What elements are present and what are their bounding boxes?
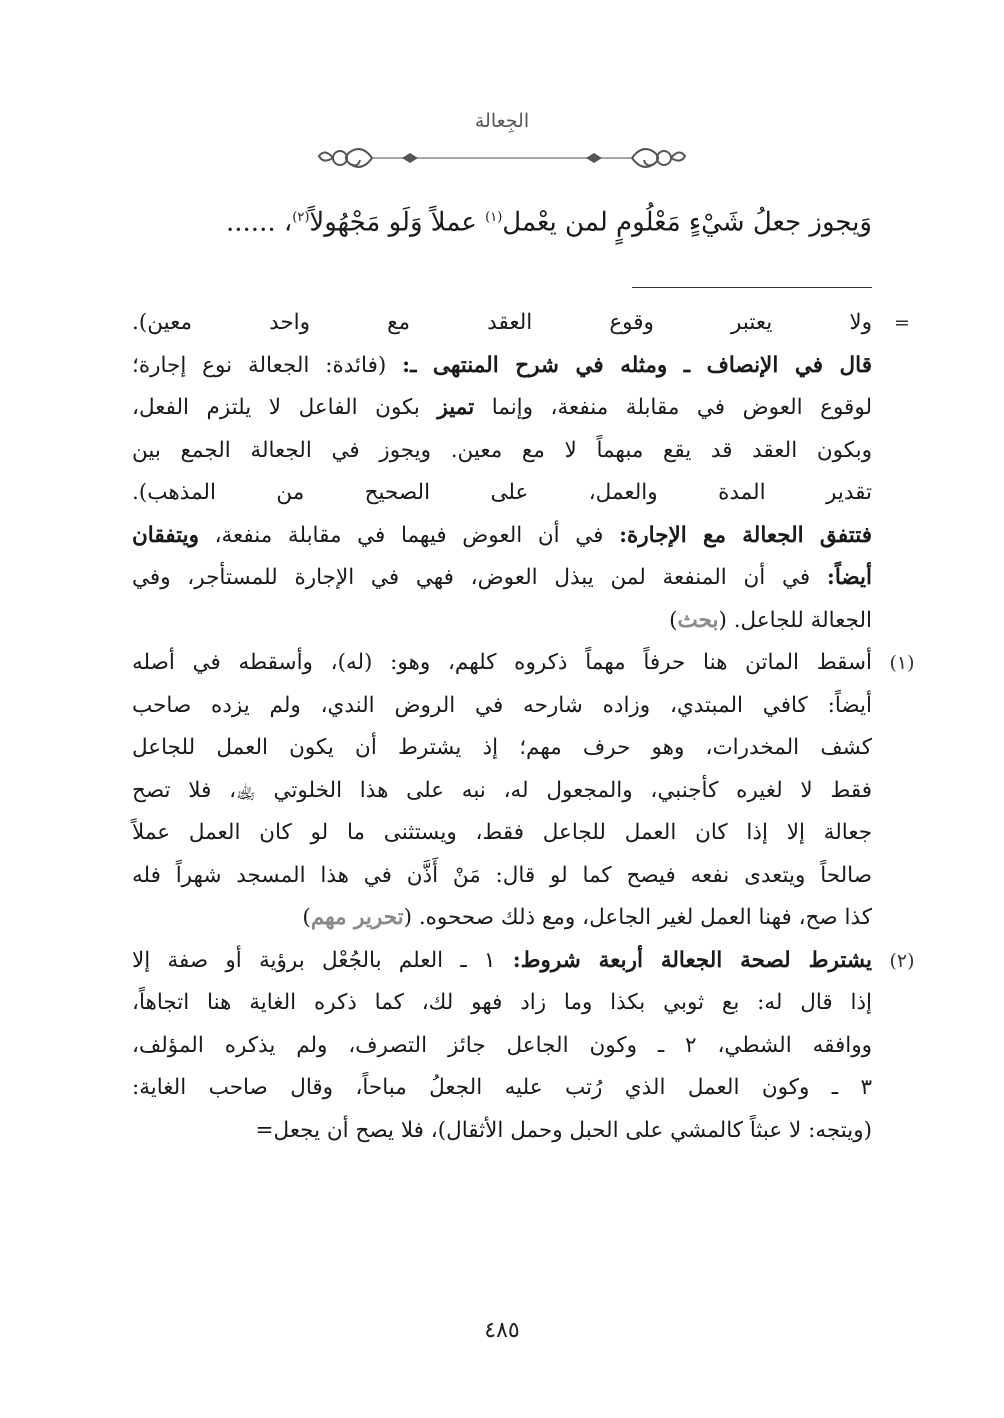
text-segment: لوقوع العوض في مقابلة منفعة، وإنما [474, 395, 872, 420]
text-segment: فتتفق الجعالة مع الإجارة: [619, 522, 872, 548]
text-segment: قال في الإنصاف ـ ومثله في شرح المنتهى ـ: [402, 352, 873, 378]
running-title: الجِعالة [474, 110, 530, 132]
text-segment: فقط لا لغيره كأجنبي، والمجعول له، نبه على هذا الخلوتي ﵀، فلا تصح [132, 777, 872, 803]
footnote-separator [632, 287, 872, 288]
main-text-part: عملاً وَلَو مَجْهُولاً [309, 207, 486, 238]
footnote-line [132, 1067, 872, 1110]
text-segment: أيضاً: كافي المبتدي، وزاده شارحه في الروض الندي، ولم يزده صاحب [132, 692, 872, 718]
footnote-line [132, 812, 872, 855]
footnote-line [132, 685, 872, 728]
text-segment: ) [669, 607, 678, 633]
footnote-marker: (١) [889, 652, 915, 674]
text-segment: أسقط الماتن هنا حرفاً مهماً ذكروه كلهم، وهو: (له)، وأسقطه في أصله [132, 650, 872, 675]
footnote-line [132, 557, 872, 600]
footnote-line [132, 387, 872, 430]
text-segment: ) [302, 905, 311, 930]
footnote-line [132, 1025, 872, 1068]
text-segment: تميز [437, 395, 475, 420]
footnote-ref-1[interactable]: (١) [485, 210, 503, 225]
text-segment: ووافقه الشطي، ٢ ـ وكون الجاعل جائز التصرف، ولم يذكره المؤلف، [132, 1032, 872, 1058]
text-segment: ويتفقان [132, 522, 199, 548]
text-segment: في أن العوض فيهما في مقابلة منفعة، [198, 522, 620, 548]
text-segment: إذا قال له: بع ثوبي بكذا وما زاد فهو لك، كما ذكره الغاية هنا اتجاهاً، [132, 990, 872, 1015]
text-segment: أيضاً: [826, 565, 872, 590]
text-segment: ٣ ـ وكون العمل الذي رُتب عليه الجعلُ مباحاً، وقال صاحب الغاية: [132, 1075, 872, 1100]
main-text-ellipsis: ، ...... [226, 207, 293, 238]
footnote-line [132, 345, 872, 388]
footnote-2 [132, 940, 915, 1153]
footnote-marker: (٢) [889, 949, 915, 972]
footnote-line [132, 1110, 872, 1153]
footnote-marker: = [894, 312, 910, 334]
text-segment: كذا صح، فهنا العمل لغير الجاعل، ومع ذلك صححوه. ( [403, 905, 872, 930]
footnote-line [132, 600, 872, 643]
main-text-line [132, 196, 872, 245]
footnote-line [132, 770, 872, 813]
text-segment: وبكون العقد قد يقع مبهماً لا مع معين. ويجوز في الجعالة الجمع بين [132, 437, 872, 463]
footnote-line [132, 940, 872, 983]
text-segment: (ويتجه: لا عبثاً كالمشي على الحبل وحمل الأثقال)، فلا يصح أن يجعل= [255, 1117, 872, 1143]
text-segment: جعالة إلا إذا كان العمل للجاعل فقط، ويستثنى ما لو كان العمل عملاً [132, 820, 872, 845]
footnote-line [132, 897, 872, 940]
footnote-line [132, 642, 872, 685]
text-segment: في أن المنفعة لمن يبذل العوض، فهي في الإجارة للمستأجر، وفي [132, 565, 827, 590]
footnote-line [132, 472, 872, 515]
text-segment: كشف المخدرات، وهو حرف مهم؛ إذ يشترط أن يكون العمل للجاعل [132, 735, 872, 760]
continued-footnote [132, 302, 910, 642]
footnotes-area [132, 302, 915, 1152]
footnote-line [132, 515, 872, 558]
text-segment: الجعالة للجاعل. ( [718, 607, 872, 633]
text-segment: (فائدة: الجعالة نوع إجارة؛ [132, 352, 403, 378]
footnote-line [132, 727, 872, 770]
annotation-tag: تحرير مهم [310, 905, 404, 930]
footnote-line [132, 855, 872, 898]
main-text-part: وَيجوز جعلُ شَيْءٍ مَعْلُومٍ لمن يعْمل [502, 207, 872, 238]
footnote-line [132, 302, 872, 345]
text-segment: يشترط لصحة الجعالة أربعة شروط: [512, 947, 872, 973]
text-segment: تقدير المدة والعمل، على الصحيح من المذهب). [132, 480, 872, 505]
footnote-line [132, 982, 872, 1025]
footnote-line [132, 430, 872, 473]
annotation-tag: بحث [677, 607, 719, 633]
text-segment: ولا يعتبر وقوع العقد مع واحد معين). [132, 310, 872, 335]
text-segment: صالحاً ويتعدى نفعه فيصح كما لو قال: مَنْ أَذَّن في هذا المسجد شهراً فله [132, 862, 872, 888]
text-segment: بكون الفاعل لا يلتزم الفعل، [132, 395, 438, 420]
page-header [0, 108, 1004, 180]
text-segment: ١ ـ العلم بالجُعْل برؤية أو صفة إلا [132, 947, 513, 973]
footnote-1 [132, 642, 915, 940]
page-number: ٤٨٥ [484, 1318, 520, 1343]
decorative-ornament-icon [302, 136, 702, 180]
footnote-ref-2[interactable]: (٢) [292, 210, 310, 225]
